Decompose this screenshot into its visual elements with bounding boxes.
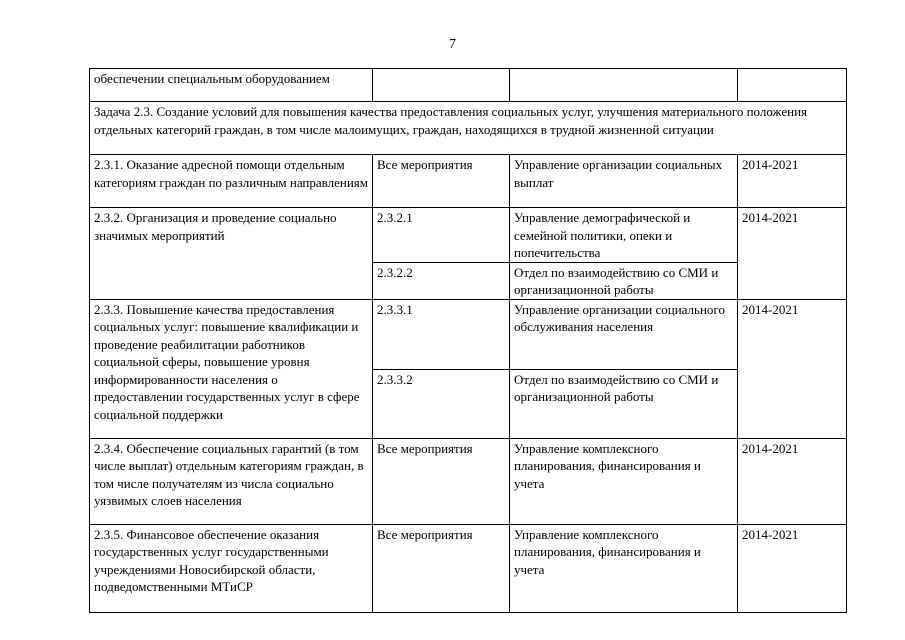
executor-cell: Управление организации социальных выплат [510,155,738,208]
event-code-cell: 2.3.3.2 [373,369,510,438]
executor-cell [510,69,738,102]
table-row [90,438,847,524]
measure-cell: 2.3.4. Обеспечение социальных гарантий (в том числе выплат) отдельным категориям граждан, в том числе получателям из числа социально уязвимых слоев населения [90,438,373,524]
executor-cell: Отдел по взаимодействию со СМИ и организационной работы [510,369,738,438]
event-code-cell: 2.3.2.1 [373,208,510,263]
measure-cell: 2.3.3. Повышение качества предоставления социальных услуг: повышение квалификации и проведение реабилитации работников социальной сферы, повышение уровня информированности населения о предоставлении государственных услуг в сфере социальной поддержки [90,299,373,438]
period-cell: 2014-2021 [738,208,847,300]
event-code-cell: Все мероприятия [373,155,510,208]
table-row [90,524,847,612]
period-cell: 2014-2021 [738,155,847,208]
event-code-cell: 2.3.2.2 [373,262,510,299]
executor-cell: Управление организации социального обслуживания населения [510,299,738,369]
task-heading: Задача 2.3. Создание условий для повышения качества предоставления социальных услуг, улучшения материального положения отдельных категорий граждан, в том числе малоимущих, граждан, находящихся в трудной жизненной ситуации [90,102,847,155]
executor-cell: Отдел по взаимодействию со СМИ и организационной работы [510,262,738,299]
event-code-cell: Все мероприятия [373,438,510,524]
measure-cell: 2.3.2. Организация и проведение социально значимых мероприятий [90,208,373,300]
page-number: 7 [449,37,456,52]
measure-cell: обеспечении специальным оборудованием [90,69,373,102]
executor-cell: Управление комплексного планирования, финансирования и учета [510,524,738,612]
table-row [90,155,847,208]
executor-cell: Управление комплексного планирования, финансирования и учета [510,438,738,524]
measure-cell: 2.3.5. Финансовое обеспечение оказания государственных услуг государственными учреждениями Новосибирской области, подведомственными МТиСР [90,524,373,612]
table-row [90,299,847,369]
event-code-cell: 2.3.3.1 [373,299,510,369]
task-row [90,102,847,155]
table-row [90,69,847,102]
measure-cell: 2.3.1. Оказание адресной помощи отдельным категориям граждан по различным направлениям [90,155,373,208]
measures-table [89,68,847,613]
period-cell [738,69,847,102]
event-cell [373,69,510,102]
event-code-cell: Все мероприятия [373,524,510,612]
executor-cell: Управление демографической и семейной политики, опеки и попечительства [510,208,738,263]
period-cell: 2014-2021 [738,299,847,438]
period-cell: 2014-2021 [738,438,847,524]
period-cell: 2014-2021 [738,524,847,612]
table-row [90,208,847,263]
